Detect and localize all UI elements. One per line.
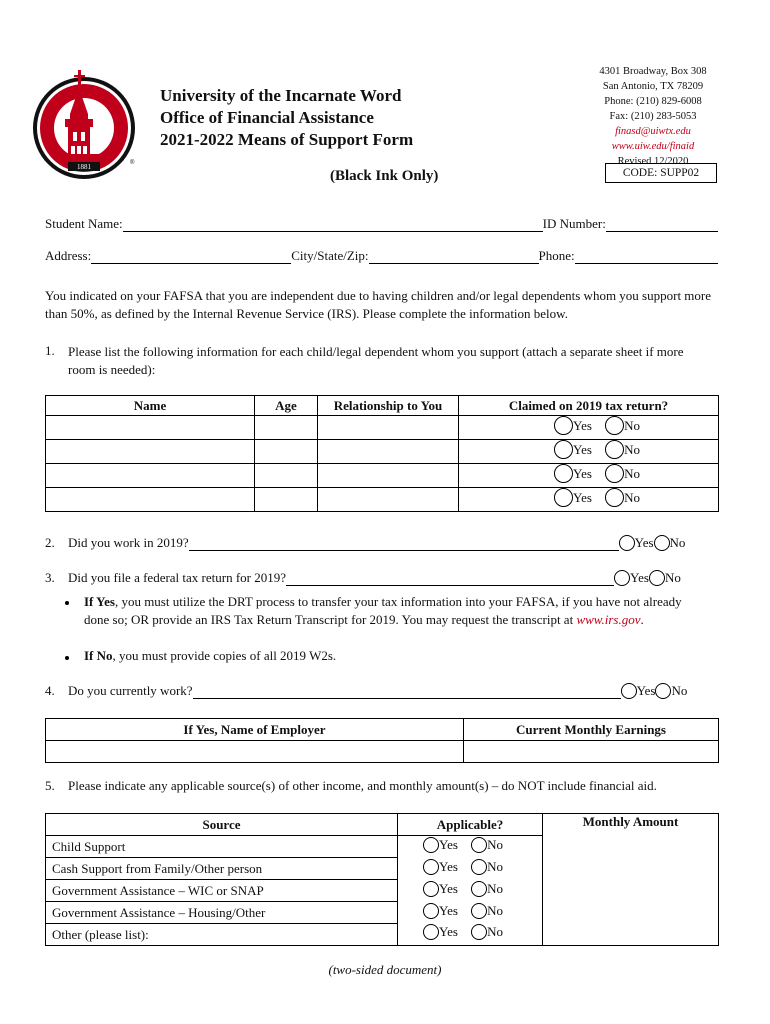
source-yes-radio[interactable]	[423, 903, 439, 919]
dependent-age-cell[interactable]	[255, 464, 318, 488]
q3-no-radio[interactable]	[649, 570, 665, 586]
dependent-age-cell[interactable]	[255, 440, 318, 464]
university-seal-logo	[32, 66, 144, 184]
q4-line	[193, 685, 621, 699]
university-name: University of the Incarnate Word	[160, 86, 402, 105]
dependent-relationship-cell[interactable]	[318, 440, 459, 464]
col-applicable: Applicable?	[398, 814, 543, 836]
dependent-relationship-cell[interactable]	[318, 416, 459, 440]
source-yes-radio[interactable]	[423, 859, 439, 875]
dependents-table	[45, 395, 719, 512]
city-state-zip-label: City/State/Zip:	[291, 248, 369, 263]
intro-paragraph: You indicated on your FAFSA that you are independent due to having children and/or legal dependents whom you support more than 50%, as defined by the Internal Revenue Service (IRS). Please complete the information below.	[45, 288, 712, 321]
q3-bullet-no: If No, you must provide copies of all 2019 W2s.	[84, 648, 337, 663]
source-no-radio[interactable]	[471, 881, 487, 897]
source-yes-radio[interactable]	[423, 924, 439, 940]
table-row: Government Assistance – Housing/Other Yes No	[46, 902, 719, 924]
svg-text:1881: 1881	[77, 163, 91, 171]
office-name: Office of Financial Assistance	[160, 108, 374, 127]
col-claimed: Claimed on 2019 tax return?	[459, 396, 719, 416]
source-no-radio[interactable]	[471, 837, 487, 853]
dependent-name-cell[interactable]	[46, 488, 255, 512]
dependent-relationship-cell[interactable]	[318, 464, 459, 488]
id-number-label: ID Number:	[542, 216, 606, 231]
footer-note: (two-sided document)	[328, 962, 442, 977]
form-title: 2021-2022 Means of Support Form	[160, 130, 414, 149]
ink-note: (Black Ink Only)	[330, 168, 439, 184]
claimed-no-radio[interactable]	[605, 488, 624, 507]
q2-no-radio[interactable]	[654, 535, 670, 551]
monthly-earnings-cell[interactable]	[464, 741, 719, 763]
claimed-no-radio[interactable]	[605, 416, 624, 435]
q5-number: 5.	[45, 778, 55, 793]
q4-no-radio[interactable]	[655, 683, 671, 699]
bullet-icon	[65, 656, 69, 660]
col-relationship: Relationship to You	[318, 396, 459, 416]
table-row: Cash Support from Family/Other person Yes No	[46, 858, 719, 880]
q3-text: Did you file a federal tax return for 2019?	[68, 570, 287, 585]
claimed-no-radio[interactable]	[605, 464, 624, 483]
col-monthly-earnings: Current Monthly Earnings	[464, 719, 719, 741]
table-row: Yes No	[46, 488, 719, 512]
table-row: Other (please list): Yes No	[46, 924, 719, 946]
dependent-age-cell[interactable]	[255, 488, 318, 512]
svg-text:®: ®	[130, 160, 135, 166]
q1-number: 1.	[45, 343, 55, 358]
q4-text: Do you currently work?	[68, 683, 193, 698]
claimed-yes-radio[interactable]	[554, 464, 573, 483]
phone-field[interactable]	[575, 250, 718, 264]
table-row: Child Support Yes No	[46, 836, 719, 858]
source-label: Cash Support from Family/Other person	[46, 858, 398, 880]
dependent-relationship-cell[interactable]	[318, 488, 459, 512]
col-employer: If Yes, Name of Employer	[46, 719, 464, 741]
q2-text: Did you work in 2019?	[68, 535, 189, 550]
q4-row: 4. Do you currently work? Yes No	[45, 683, 688, 698]
col-name: Name	[46, 396, 255, 416]
employer-table	[45, 718, 719, 763]
q5-text: Please indicate any applicable source(s) of other income, and monthly amount(s) – do NOT include financial aid.	[68, 778, 657, 793]
office-website-link[interactable]: www.uiw.edu/finaid	[611, 141, 695, 152]
claimed-yes-radio[interactable]	[554, 488, 573, 507]
id-number-field[interactable]	[606, 218, 718, 232]
address-label: Address:	[45, 248, 92, 263]
q3-line	[286, 572, 614, 586]
col-monthly-amount[interactable]: Monthly Amount	[543, 814, 719, 946]
claimed-no-radio[interactable]	[605, 440, 624, 459]
source-no-radio[interactable]	[471, 924, 487, 940]
source-yes-radio[interactable]	[423, 837, 439, 853]
col-source: Source	[46, 814, 398, 836]
income-sources-table	[45, 813, 719, 946]
table-row: Yes No	[46, 440, 719, 464]
dependent-age-cell[interactable]	[255, 416, 318, 440]
irs-link[interactable]: www.irs.gov	[576, 612, 641, 627]
dependent-name-cell[interactable]	[46, 416, 255, 440]
source-no-radio[interactable]	[471, 859, 487, 875]
q1-text: Please list the following information for each child/legal dependent whom you support (attach a separate sheet if more room is needed):	[68, 344, 684, 377]
q4-yes-radio[interactable]	[621, 683, 637, 699]
q2-yes-radio[interactable]	[619, 535, 635, 551]
employer-name-cell[interactable]	[46, 741, 464, 763]
source-label: Child Support	[46, 836, 398, 858]
address-field[interactable]	[91, 250, 291, 264]
office-address: 4301 Broadway, Box 308 San Antonio, TX 78209 Phone: (210) 829-6008 Fax: (210) 283-5053 finasd@uiwtx.edu www.uiw.edu/finaid Revised 12/2020	[578, 64, 728, 169]
claimed-yes-radio[interactable]	[554, 416, 573, 435]
table-row: Yes No	[46, 464, 719, 488]
table-row: Yes No	[46, 416, 719, 440]
source-no-radio[interactable]	[471, 903, 487, 919]
claimed-yes-radio[interactable]	[554, 440, 573, 459]
phone-label: Phone:	[538, 248, 575, 263]
source-label: Other (please list):	[46, 924, 398, 946]
revised-date: Revised 12/2020	[617, 156, 689, 167]
office-email-link[interactable]: finasd@uiwtx.edu	[615, 126, 691, 137]
dependent-name-cell[interactable]	[46, 440, 255, 464]
source-yes-radio[interactable]	[423, 881, 439, 897]
form-code: CODE: SUPP02	[605, 163, 717, 183]
q2-line	[189, 537, 619, 551]
q3-bullet-yes: If Yes, you must utilize the DRT process to transfer your tax information into your FAFSA, if you have not already done so; OR provide an IRS Tax Return Transcript for 2019. You may request the transcript at www.irs.gov.	[84, 594, 682, 627]
table-row	[46, 741, 719, 763]
city-state-zip-field[interactable]	[369, 250, 539, 264]
student-name-label: Student Name:	[45, 216, 123, 231]
student-name-field[interactable]	[123, 218, 543, 232]
col-age: Age	[255, 396, 318, 416]
table-row: Government Assistance – WIC or SNAP Yes No	[46, 880, 719, 902]
source-label: Government Assistance – WIC or SNAP	[46, 880, 398, 902]
dependent-name-cell[interactable]	[46, 464, 255, 488]
bullet-icon	[65, 601, 69, 605]
q2-row: 2. Did you work in 2019? Yes No	[45, 535, 686, 550]
source-label: Government Assistance – Housing/Other	[46, 902, 398, 924]
q3-yes-radio[interactable]	[614, 570, 630, 586]
q3-row: 3. Did you file a federal tax return for 2019? Yes No	[45, 570, 681, 585]
